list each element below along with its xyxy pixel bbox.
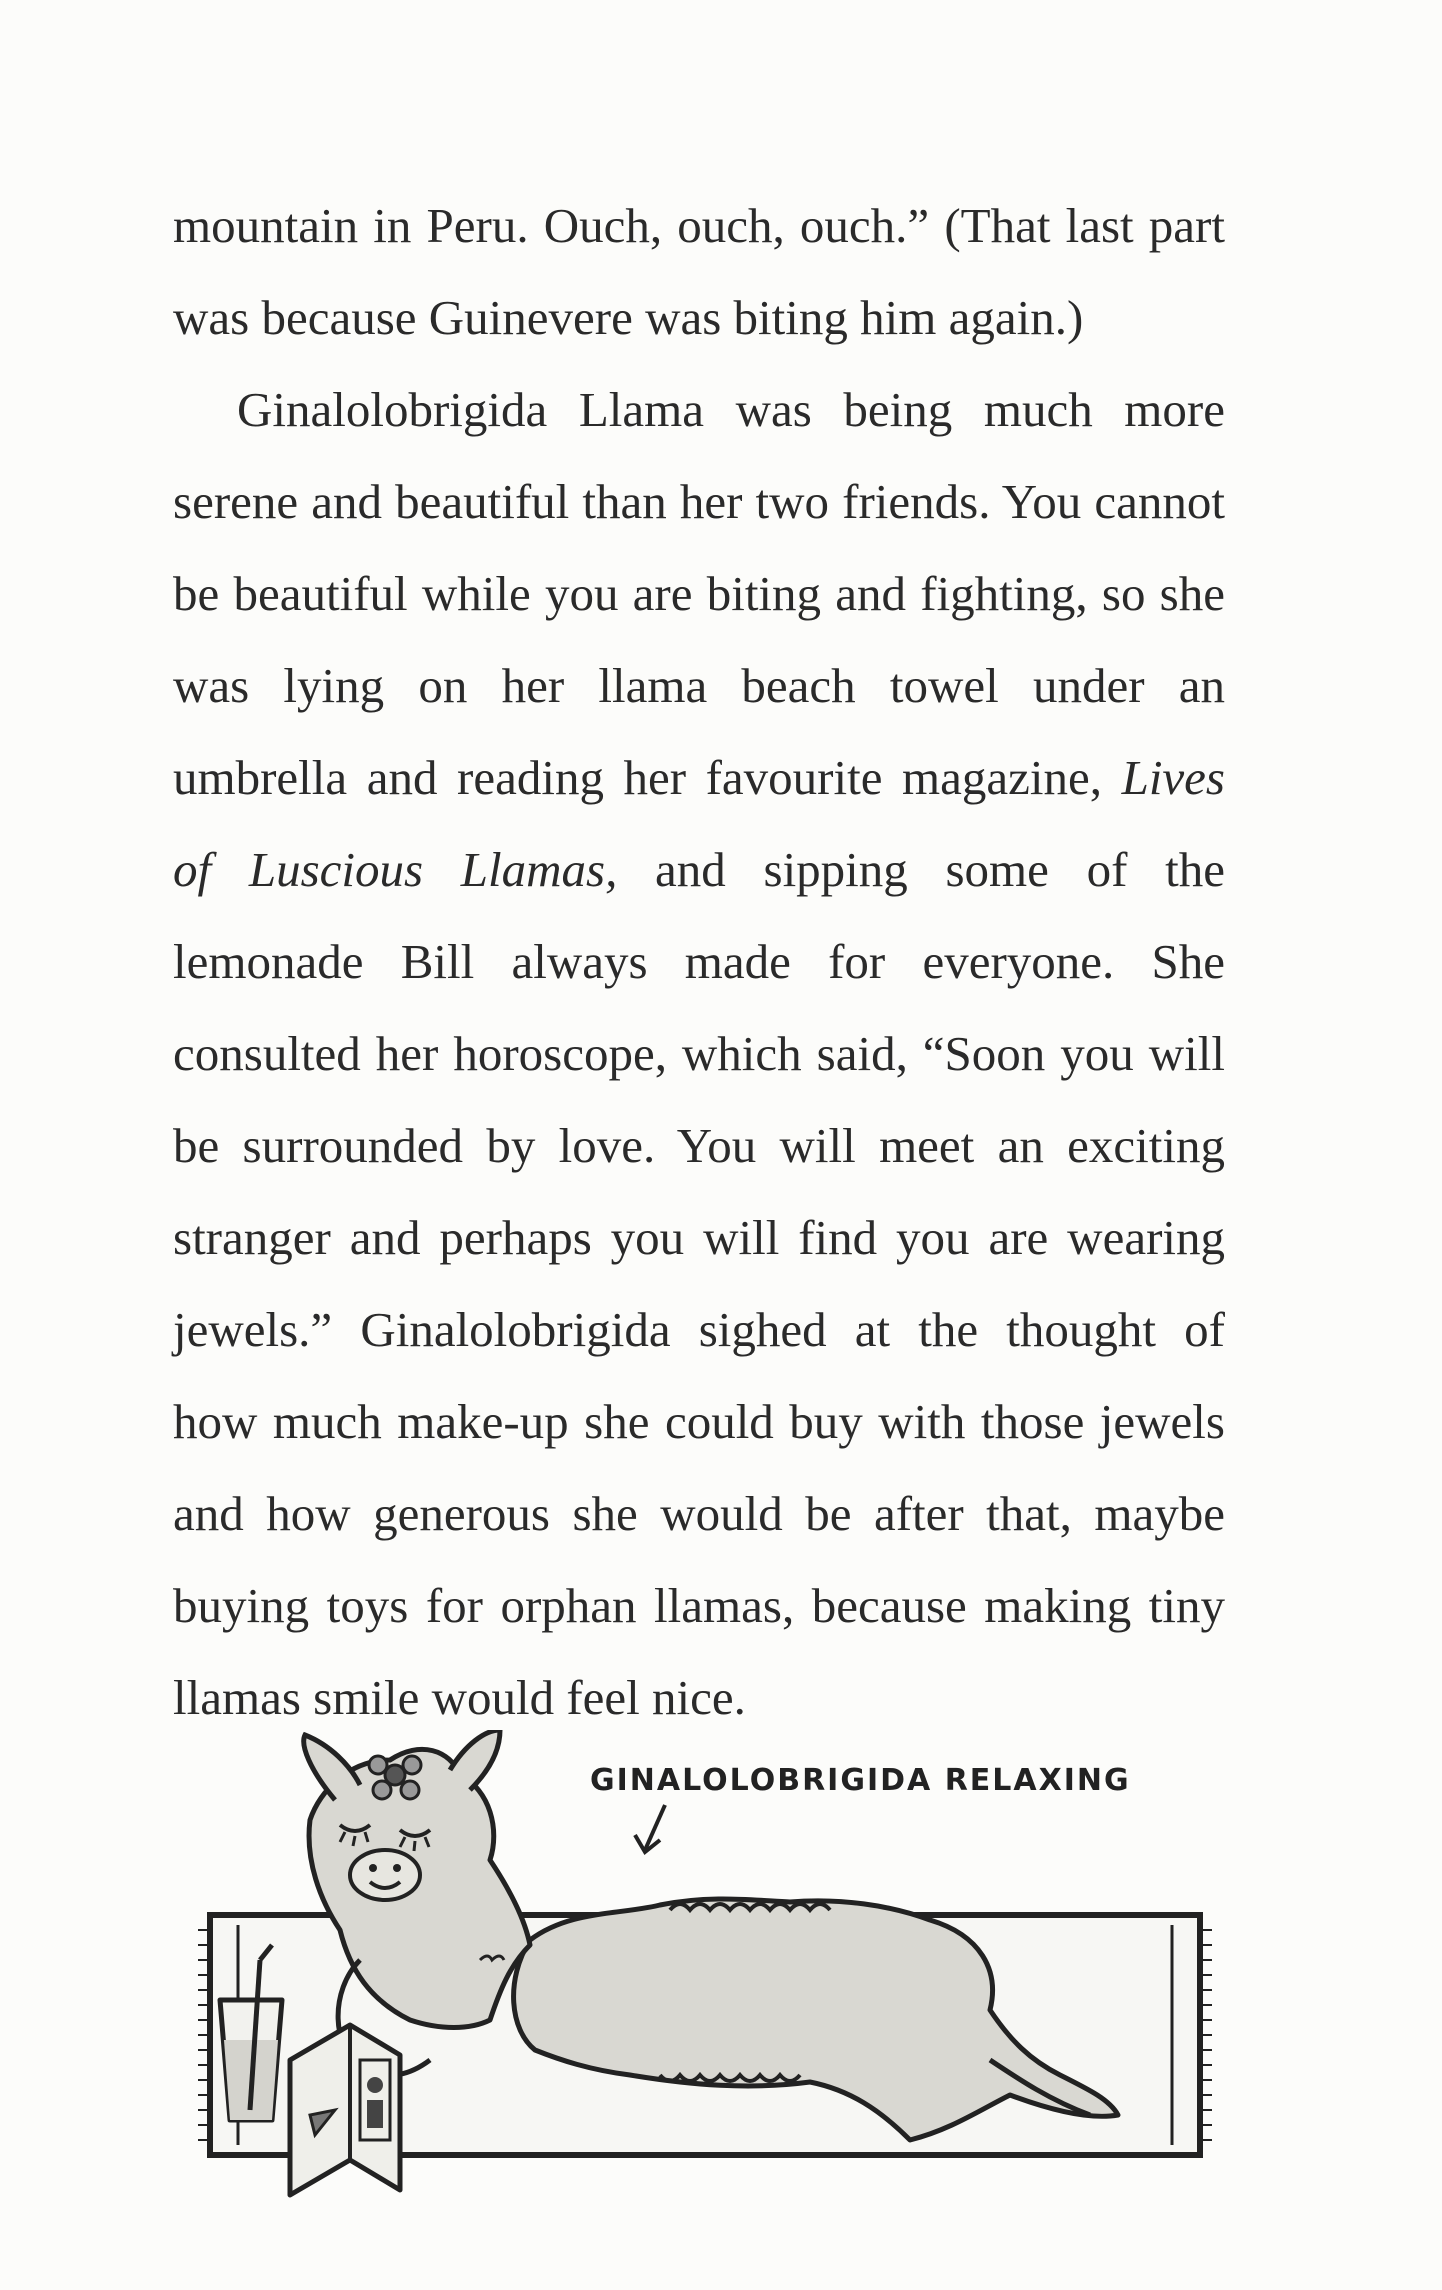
paragraph-1: [173, 180, 1225, 364]
paragraph-2-text-b: and sipping some of the lemonade Bill always made for everyone. She consulted her horoscope, which said, “Soon you will be surrounded by love. You will meet an exciting stranger and perhaps you will find you are wearing jewels.” Ginalolobrigida sighed at the thought of how much make-up she could buy with those jewels and how generous she would be after that, maybe buying toys for orphan llamas, because making tiny llamas smile would feel nice.: [173, 842, 1226, 1725]
paragraph-1-text: mountain in Peru. Ouch, ouch, ouch.” (That last part was because Guinevere was biting him again.): [173, 198, 1225, 345]
paragraph-2-text-a: Ginalolobrigida Llama was being much more serene and beautiful than her two friends. You cannot be beautiful while you are biting and fighting, so she was lying on her llama beach towel under an umbrella and reading her favourite magazine,: [173, 382, 1225, 805]
illustration-caption: GINALOLOBRIGIDA RELAXING: [590, 1763, 1131, 1798]
magazine-title: Lives of Luscious Llamas,: [173, 750, 1225, 897]
body-text: [173, 180, 1225, 1744]
paragraph-2: [173, 364, 1225, 1744]
llama-illustration: [190, 1730, 1250, 2230]
magazine-drawing: [290, 2025, 400, 2195]
arrow-icon: [635, 1805, 665, 1852]
